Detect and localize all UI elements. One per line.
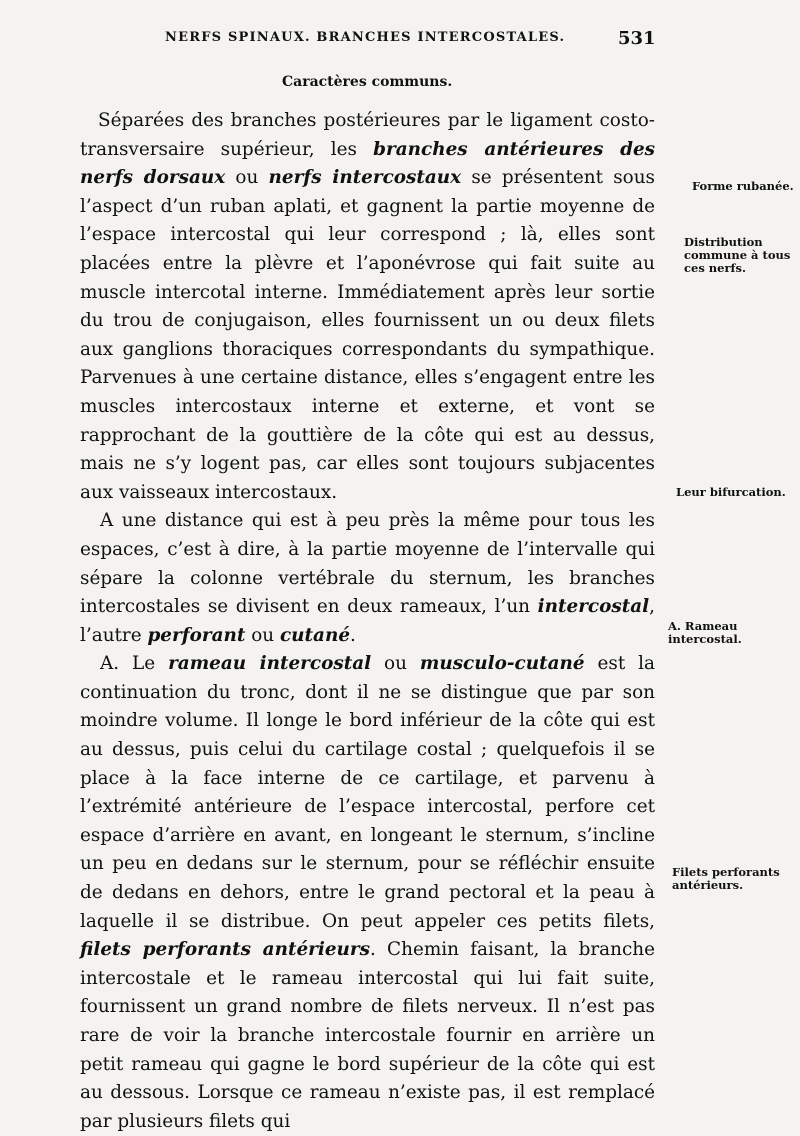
text-run: , l’autre <box>80 596 655 646</box>
emphasis: filets perforants antérieurs <box>80 939 370 961</box>
emphasis: branches antérieures des nerfs dorsaux <box>80 138 655 189</box>
text-run: . Chemin faisant, la branche intercostale et le rameau intercostal qui lui fait suite, fournissent un grand nombre de filets nerveux. Il n’est pas rare de voir la branche intercostale fournir en arrière un petit rameau qui gagne le bord supérieur de la côte qui est au dessous. Lorsque ce rameau n’existe pas, il est remplacé par plusieurs filets qui <box>80 939 655 1132</box>
paragraph-3 <box>80 650 655 1136</box>
emphasis: cutané <box>279 624 351 646</box>
text-run: ou <box>225 167 269 189</box>
body-text <box>80 107 655 1136</box>
emphasis: nerfs intercostaux <box>268 167 462 189</box>
emphasis: rameau intercostal <box>168 653 372 675</box>
margin-note-distribution: Distribution commune à tous ces nerfs. <box>684 235 791 275</box>
paragraph-1 <box>80 107 655 507</box>
margin-note-filets: Filets perforants antérieurs. <box>672 865 780 892</box>
margin-note-bifurcation: Leur bifurcation. <box>676 485 786 499</box>
text-run: se présentent sous l’aspect d’un ruban aplati, et gagnent la partie moyenne de l’espace intercostal qui leur correspond ; là, elles sont placées entre la plèvre et l’aponévrose qui fait suite au muscle intercotal interne. Immédiatement après leur sortie du trou de conjugaison, elles fournissent un ou deux filets aux ganglions thoraciques correspondants du sympathique. Parvenues à une certaine distance, elles s’engagent entre les muscles intercostaux interne et externe, et vont se rapprochant de la gouttière de la côte qui est au dessus, mais ne s’y logent pas, car elles sont toujours subjacentes aux vaisseaux intercostaux. <box>80 167 655 503</box>
text-run: . <box>350 624 356 646</box>
emphasis: intercostal <box>537 596 650 618</box>
margin-note-forme: Forme rubanée. <box>692 179 794 193</box>
text-run: A une distance qui est à peu près la même pour tous les espaces, c’est à dire, à la partie moyenne de l’intervalle qui sépare la colonne vertébrale du sternum, les branches intercostales se divisent en deux rameaux, l’un <box>80 510 655 618</box>
page-number: 531 <box>618 28 656 49</box>
paragraph-2 <box>80 507 655 650</box>
running-head: NERFS SPINAUX. BRANCHES INTERCOSTALES. <box>165 30 566 45</box>
text-run: ou <box>371 653 420 675</box>
text-run: Séparées des branches postérieures par le ligament costo-transversaire supérieur, les <box>80 110 655 160</box>
text-run: A. Le <box>100 653 169 675</box>
text-run: est la continuation du tronc, dont il ne se distingue que par son moindre volume. Il longe le bord inférieur de la côte qui est au dessus, puis celui du cartilage costal ; quelquefois il se place à la face interne de ce cartilage, et parvenu à l’extrémité antérieure de l’espace intercostal, perfore cet espace d’arrière en avant, en longeant le sternum, s’incline un peu en dedans sur le sternum, pour se réfléchir ensuite de dedans en dehors, entre le grand pectoral et la peau à laquelle il se distribue. On peut appeler ces petits filets, <box>80 653 655 932</box>
emphasis: perforant <box>147 624 246 646</box>
margin-note-rameau: A. Rameau intercostal. <box>668 619 742 646</box>
text-run: ou <box>245 624 280 646</box>
section-title: Caractères communs. <box>282 74 453 90</box>
emphasis: musculo-cutané <box>419 653 585 675</box>
